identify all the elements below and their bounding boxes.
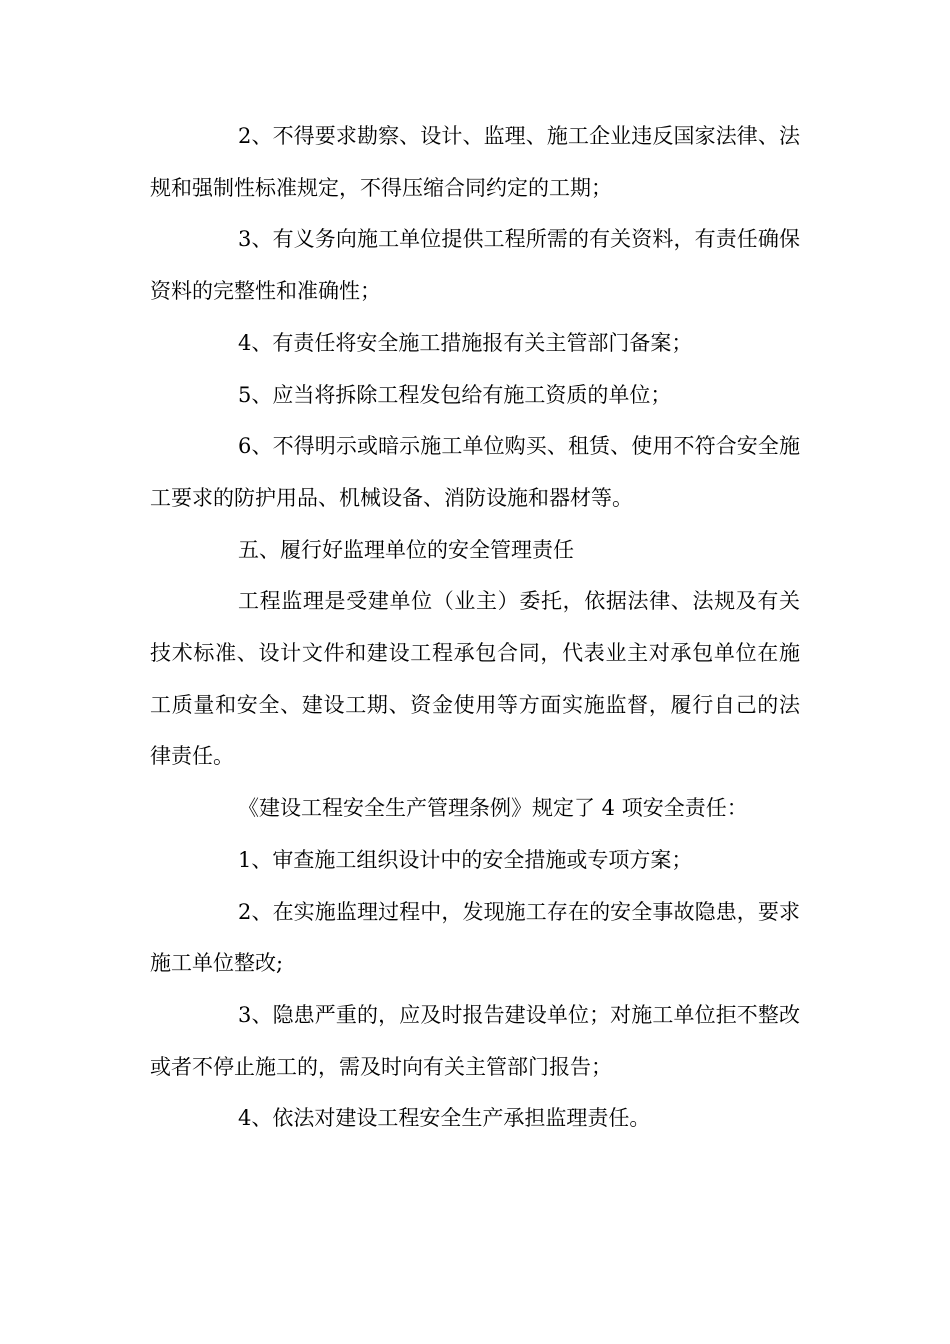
paragraph-item-5-demolition: 5、应当将拆除工程发包给有施工资质的单位； [238, 382, 672, 407]
paragraph-duty-1-review: 1、审查施工组织设计中的安全措施或专项方案； [238, 847, 693, 872]
document-body [150, 111, 800, 1145]
paragraph-regulation-reference: 《建设工程安全生产管理条例》规定了 4 项安全责任： [238, 796, 748, 821]
paragraph-item-2-survey-design: 2、不得要求勘察、设计、监理、施工企业违反国家法律、法规和强制性标准规定，不得压缩合同约定的工期； [150, 124, 800, 200]
paragraph-item-6-equipment: 6、不得明示或暗示施工单位购买、租赁、使用不符合安全施工要求的防护用品、机械设备、消防设施和器材等。 [150, 434, 800, 510]
paragraph-item-3-materials: 3、有义务向施工单位提供工程所需的有关资料，有责任确保资料的完整性和准确性； [150, 227, 800, 304]
section-heading-supervision: 五、履行好监理单位的安全管理责任 [238, 537, 574, 562]
paragraph-item-4-filing: 4、有责任将安全施工措施报有关主管部门备案； [238, 330, 693, 355]
paragraph-duty-2-rectify: 2、在实施监理过程中，发现施工存在的安全事故隐患，要求施工单位整改; [150, 899, 800, 976]
paragraph-supervision-intro: 工程监理是受建单位（业主）委托，依据法律、法规及有关技术标准、设计文件和建设工程承包合同，代表业主对承包单位在施工质量和安全、建设工期、资金使用等方面实施监督，履行自己的法律责任。 [150, 589, 800, 769]
paragraph-duty-4-liability: 4、依法对建设工程安全生产承担监理责任。 [238, 1106, 651, 1131]
paragraph-duty-3-report: 3、隐患严重的，应及时报告建设单位；对施工单位拒不整改或者不停止施工的，需及时向有关主管部门报告； [150, 1002, 800, 1079]
